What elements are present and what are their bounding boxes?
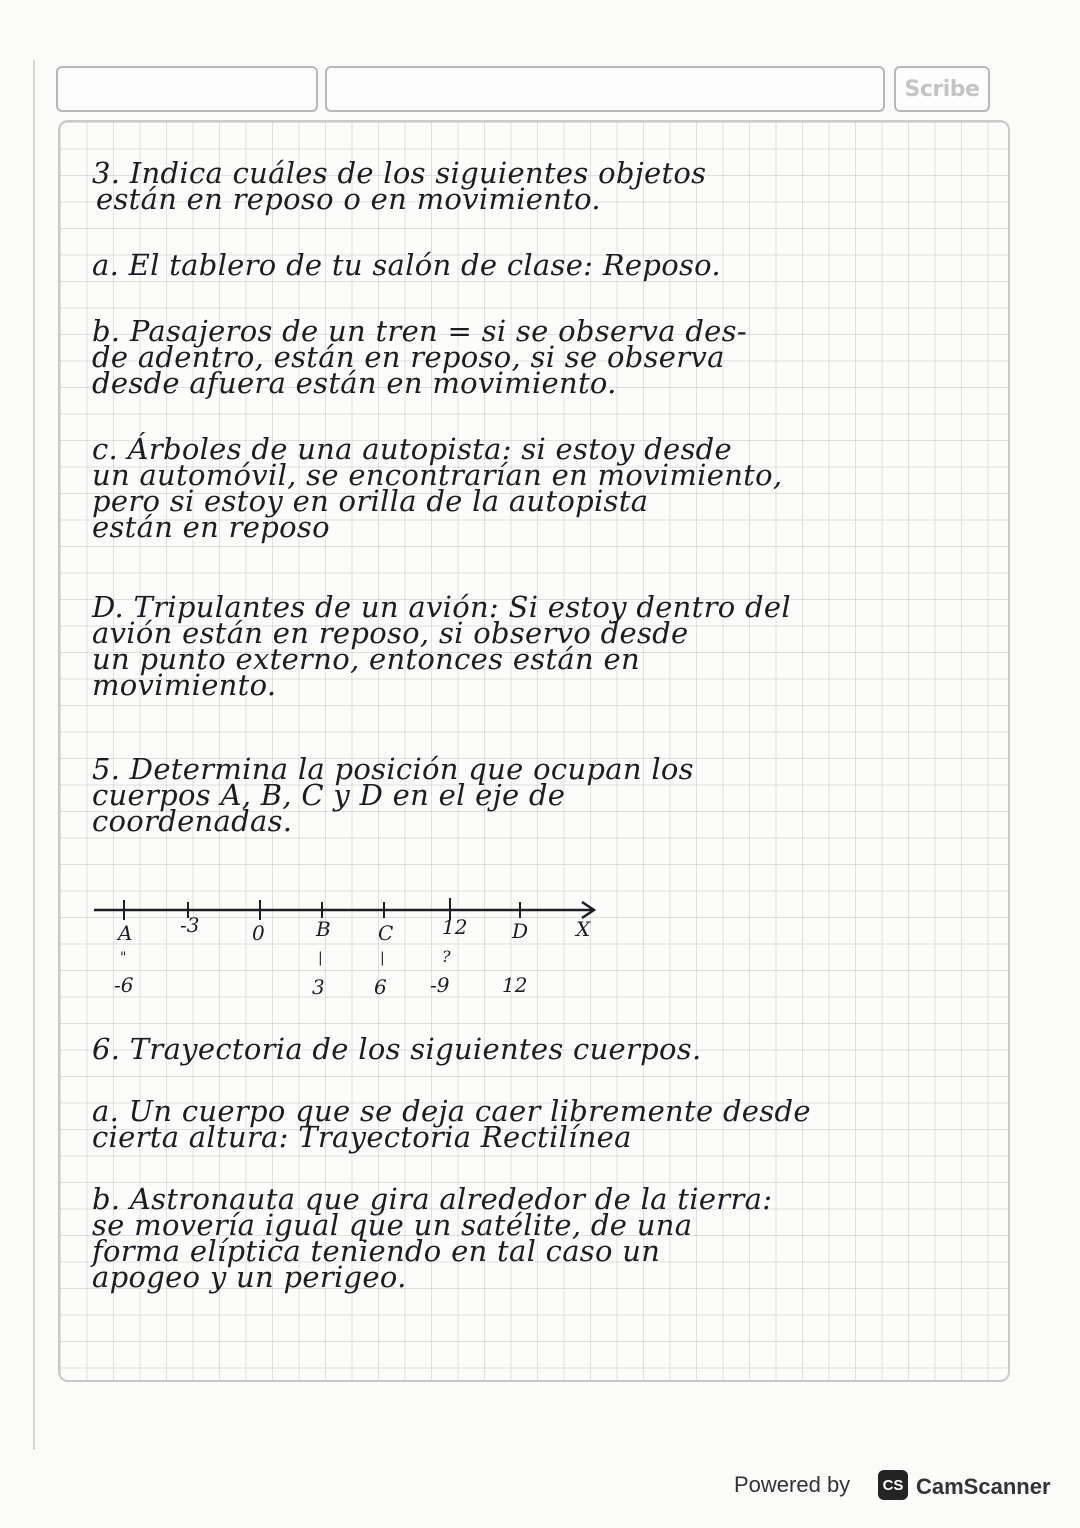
question-5-line-1: 5. Determina la posición que ocupan los (92, 752, 694, 786)
answer-6a-line-2: cierta altura: Trayectoria Rectilínea (92, 1120, 632, 1154)
answer-b-line-2: de adentro, están en reposo, si se observa (92, 340, 725, 374)
question-3 (92, 156, 707, 216)
answer-6b-line-2: se movería igual que un satélite, de una (92, 1208, 693, 1242)
camscanner-brand: CamScanner (916, 1474, 1051, 1499)
answer-c-line-3: pero si estoy en orilla de la autopista (92, 484, 649, 518)
question-5-line-3: coordenadas. (92, 804, 293, 838)
label-12: 12 (442, 915, 468, 939)
camscanner-logo-icon (878, 1470, 908, 1500)
mark-B: | (318, 950, 323, 966)
value-D: 12 (502, 973, 528, 997)
answer-a (92, 248, 721, 282)
answer-6b-line-3: forma elíptica teniendo en tal caso un (92, 1234, 661, 1268)
camscanner-logo-text: CS (882, 1476, 904, 1494)
label-C: C (378, 921, 394, 945)
answer-c-line-2: un automóvil, se encontrarían en movimiento, (92, 458, 783, 492)
label-A: A (118, 921, 133, 945)
question-5 (92, 752, 694, 838)
mark-A: " (120, 950, 127, 966)
label-X: X (576, 917, 591, 941)
page-edge-shadow (33, 60, 35, 1450)
header-field-1 (56, 66, 318, 112)
label-minus-3: -3 (180, 913, 200, 937)
answer-d-line-2: avión están en reposo, si observo desde (92, 616, 689, 650)
answer-d-line-4: movimiento. (92, 668, 277, 702)
powered-by-text: Powered by (734, 1472, 851, 1497)
question-6-line-1: 6. Trayectoria de los siguientes cuerpos. (92, 1032, 702, 1066)
answer-c-line-1: c. Árboles de una autopista: si estoy desde (92, 432, 732, 466)
value-B: 3 (312, 975, 325, 999)
label-B: B (316, 917, 331, 941)
answer-b (92, 314, 747, 400)
answer-b-line-1: b. Pasajeros de un tren = si se observa des- (92, 314, 747, 348)
header-field-2 (325, 66, 885, 112)
answer-c-line-4: están en reposo (92, 510, 330, 544)
question-3-line-2: están en reposo o en movimiento. (96, 182, 601, 216)
answer-d (92, 590, 791, 702)
value-12: -9 (430, 973, 450, 997)
value-A: -6 (114, 973, 134, 997)
question-3-line-1: 3. Indica cuáles de los siguientes objetos (92, 156, 707, 190)
brand-logo: Scribe (904, 76, 980, 102)
mark-C: | (380, 950, 385, 966)
answer-6b-line-4: apogeo y un perigeo. (92, 1260, 407, 1294)
label-0: 0 (252, 921, 265, 945)
answer-6a-line-1: a. Un cuerpo que se deja caer libremente desde (92, 1094, 811, 1128)
answer-6b (92, 1182, 773, 1294)
question-6 (92, 1032, 702, 1066)
answer-d-line-1: D. Tripulantes de un avión: Si estoy dentro del (92, 590, 791, 624)
number-line-diagram (92, 890, 622, 1010)
answer-6a (92, 1094, 811, 1154)
question-5-line-2: cuerpos A, B, C y D en el eje de (92, 778, 566, 812)
answer-d-line-3: un punto externo, entonces están en (92, 642, 640, 676)
label-D: D (512, 919, 529, 943)
brand-box (894, 66, 990, 112)
answer-a-line-1: a. El tablero de tu salón de clase: Reposo. (92, 248, 721, 282)
mark-12: ? (442, 947, 451, 966)
answer-6b-line-1: b. Astronauta que gira alrededor de la tierra: (92, 1182, 773, 1216)
answer-c (92, 432, 783, 544)
value-C: 6 (374, 975, 387, 999)
answer-b-line-3: desde afuera están en movimiento. (92, 366, 617, 400)
